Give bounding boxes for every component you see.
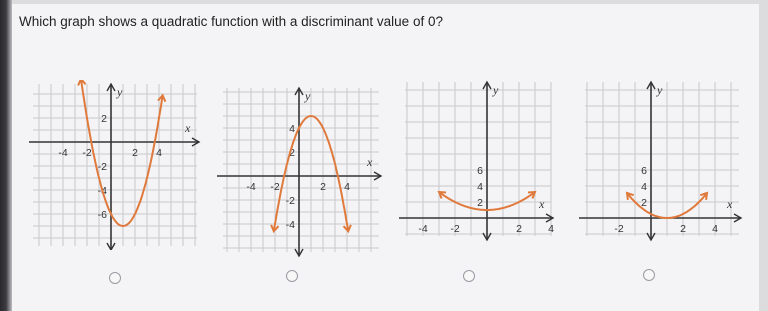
graph-c-plot (391, 78, 561, 248)
graph-a-y-tick: -2 (97, 161, 107, 173)
graph-c-x-tick: -4 (418, 223, 428, 235)
graph-a (29, 80, 213, 250)
graph-b-y-tick: 4 (289, 123, 295, 135)
graph-b-y-tick: 2 (289, 147, 295, 159)
graph-b-y-label: y (305, 89, 311, 103)
graph-c-y-tick: 6 (477, 165, 483, 177)
graph-d-plot (571, 78, 749, 248)
graph-c-grid (405, 82, 551, 236)
graph-c (391, 78, 561, 248)
graph-b-plot (211, 82, 383, 260)
graph-d (571, 78, 749, 248)
option-d-radio[interactable] (643, 269, 655, 281)
graph-d-x-tick: 4 (712, 223, 718, 235)
graph-b-y-tick: -4 (285, 219, 295, 231)
graph-b-x-label: x (367, 155, 373, 169)
graph-a-y-tick: -4 (97, 185, 107, 197)
graph-d-x-tick: 2 (680, 223, 686, 235)
graph-b-grid (223, 88, 379, 252)
graph-d-grid (585, 82, 739, 236)
graph-d-y-tick: 4 (641, 181, 647, 193)
graph-b-x-tick: -4 (246, 181, 256, 193)
graph-c-x-tick: 2 (516, 223, 522, 235)
graph-d-y-tick: 6 (641, 165, 647, 177)
graph-b-x-tick: 2 (320, 181, 326, 193)
graph-d-x-tick: -2 (614, 223, 624, 235)
graph-b-x-tick: -2 (270, 181, 280, 193)
graph-c-y-label: y (493, 83, 499, 97)
graph-a-x-tick: -2 (82, 147, 92, 159)
graph-c-x-tick: -2 (450, 223, 460, 235)
graph-a-x-tick: -4 (58, 147, 68, 159)
graph-c-y-tick: 4 (477, 181, 483, 193)
graph-a-curve (81, 80, 163, 226)
graph-a-x-tick: 2 (132, 147, 138, 159)
option-c-radio[interactable] (463, 270, 475, 282)
graph-d-y-tick: 2 (641, 197, 647, 209)
question-panel (10, 4, 759, 311)
window-edge (0, 0, 12, 311)
option-b-radio[interactable] (286, 270, 298, 282)
graph-a-y-label: y (117, 85, 123, 99)
graph-c-x-tick: 4 (548, 223, 554, 235)
graph-a-plot (29, 80, 213, 250)
graph-b-y-tick: -2 (285, 195, 295, 207)
graph-d-x-label: x (727, 197, 733, 211)
question-text: Which graph shows a quadratic function with a discriminant value of 0? (19, 14, 443, 29)
graph-a-y-tick: 2 (101, 113, 107, 125)
graph-a-x-tick: 4 (156, 147, 162, 159)
graph-c-y-tick: 2 (477, 197, 483, 209)
graph-a-y-tick: -6 (97, 209, 107, 221)
option-a-radio[interactable] (109, 272, 121, 284)
graph-c-x-label: x (539, 197, 545, 211)
graph-a-x-label: x (185, 121, 191, 135)
graph-b (211, 82, 383, 260)
graph-d-y-label: y (657, 83, 663, 97)
graph-b-x-tick: 4 (344, 181, 350, 193)
